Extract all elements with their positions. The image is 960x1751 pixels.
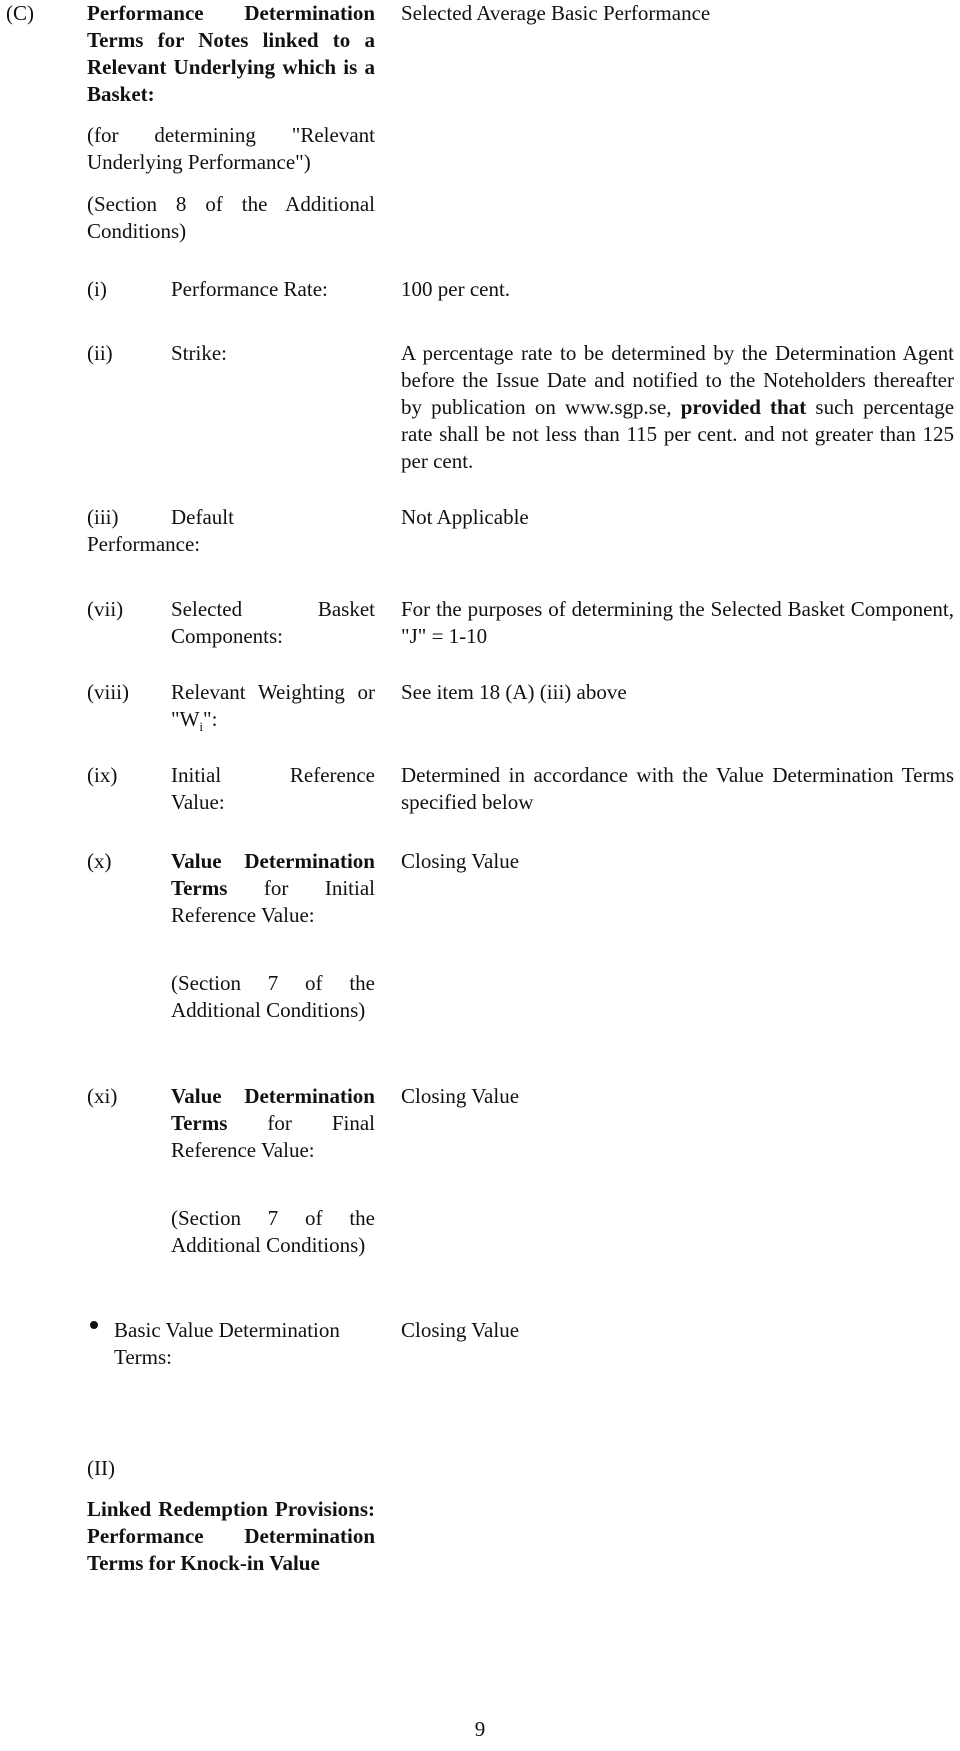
item-i-number: (i) — [87, 277, 107, 301]
item-viii-label-text: Relevant Weighting or "W — [171, 680, 375, 731]
item-ii-value-text-continued: such percentage rate shall be not less than 115 per cent. and not greater than 125 per cent. — [401, 395, 955, 473]
section-ii-label: (II) — [87, 1456, 115, 1480]
item-ii-value-proviso: provided that — [680, 395, 807, 419]
item-vii-label-line — [171, 596, 375, 623]
item-viii-number: (viii) — [87, 680, 129, 704]
item-vii-label-rest: Components: — [171, 624, 284, 648]
item-viii-label — [171, 679, 375, 733]
item-ix-label-word2: Reference — [289, 763, 375, 787]
bullet-value: Closing Value — [401, 1318, 520, 1342]
bullet-label: Basic Value Determination Terms: — [114, 1318, 340, 1369]
item-x-note: (Section 7 of the Additional Conditions) — [171, 971, 375, 1022]
section-c-label: (C) — [6, 1, 34, 25]
item-xi-label-bold: Value Determination Terms — [171, 1084, 375, 1135]
item-iii-number: (iii) — [87, 505, 119, 529]
section-ii-heading: Linked Redemption Provisions: Performance Determination Terms for Knock-in Value — [87, 1497, 375, 1575]
item-viii-label-subscript: i — [199, 719, 204, 735]
item-vii-number: (vii) — [87, 597, 124, 621]
item-viii-value: See item 18 (A) (iii) above — [401, 680, 627, 704]
bullet-icon — [90, 1321, 98, 1329]
item-ii-label: Strike: — [171, 341, 227, 365]
item-xi-label-rest: for Final Reference Value: — [171, 1111, 376, 1162]
item-vii-value: For the purposes of determining the Selected Basket Component, "J" = 1-10 — [401, 597, 954, 648]
item-ii-value-text: A percentage rate to be determined by the Determination Agent before the Issue Date and notified to the Noteholders thereafter by publication on www.sgp.se, — [401, 341, 954, 419]
item-iii-label-word: Default — [171, 505, 234, 529]
item-iii-label-rest: Performance: — [87, 532, 201, 556]
section-c-note-relevant-underlying: (for determining "Relevant Underlying Performance") — [87, 123, 375, 174]
item-viii-label-end: ": — [203, 707, 218, 731]
item-vii-label-word1: Selected — [171, 597, 243, 621]
item-x-label — [171, 848, 375, 929]
item-vii-label — [171, 596, 375, 650]
item-ix-value: Determined in accordance with the Value Determination Terms specified below — [401, 763, 954, 814]
section-c-value: Selected Average Basic Performance — [401, 1, 711, 25]
item-ix-label-line — [171, 762, 375, 789]
section-c-note-section-8: (Section 8 of the Additional Conditions) — [87, 192, 375, 243]
section-c-heading: Performance Determination Terms for Notes linked to a Relevant Underlying which is a Basket: — [87, 1, 375, 106]
item-xi-number: (xi) — [87, 1084, 118, 1108]
item-vii-label-word2: Basket — [317, 597, 375, 621]
item-xi-value: Closing Value — [401, 1084, 520, 1108]
item-ii-value — [401, 340, 954, 475]
item-i-value: 100 per cent. — [401, 277, 511, 301]
page-number: 9 — [474, 1717, 486, 1741]
item-x-value: Closing Value — [401, 849, 520, 873]
item-xi-note: (Section 7 of the Additional Conditions) — [171, 1206, 375, 1257]
item-ix-label-word1: Initial — [171, 763, 222, 787]
item-xi-label — [171, 1083, 375, 1164]
item-i-label: Performance Rate: — [171, 277, 328, 301]
item-x-label-bold: Value Determination Terms — [171, 849, 375, 900]
item-ix-label — [171, 762, 375, 816]
item-iii-value: Not Applicable — [401, 505, 529, 529]
item-x-number: (x) — [87, 849, 112, 873]
item-ix-number: (ix) — [87, 763, 118, 787]
item-x-label-rest: for Initial Reference Value: — [171, 876, 375, 927]
item-ii-number: (ii) — [87, 341, 113, 365]
item-ix-label-rest: Value: — [171, 790, 225, 814]
